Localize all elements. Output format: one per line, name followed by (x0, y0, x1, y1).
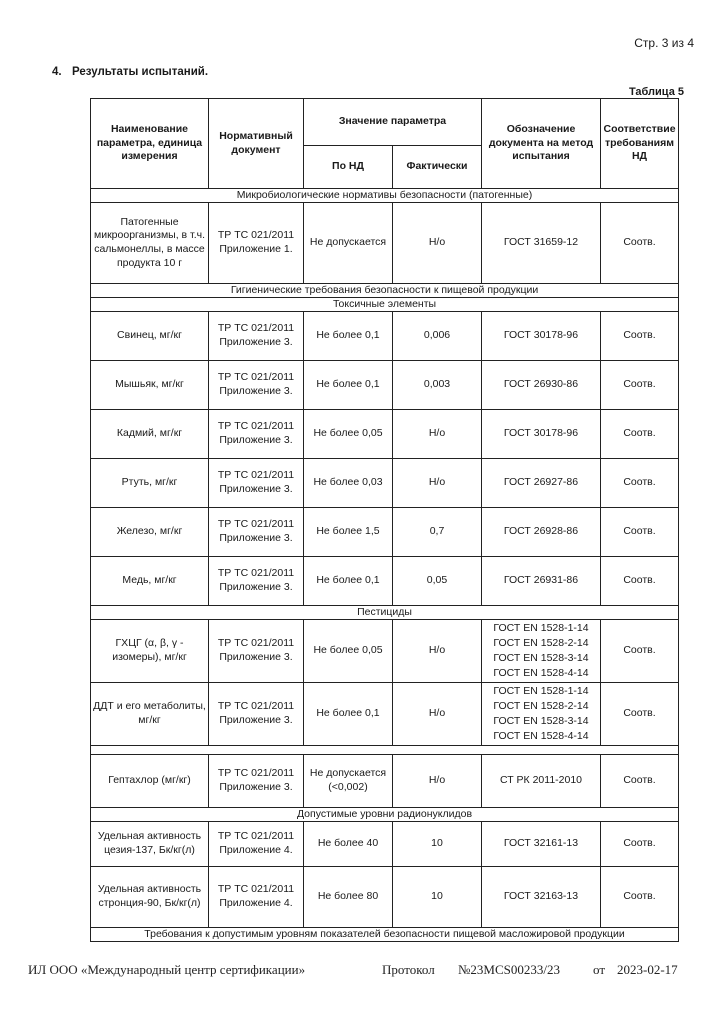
table-row (91, 620, 679, 683)
header-value-group: Значение параметра (304, 99, 482, 146)
cell-actual: Н/о (393, 755, 482, 808)
norm-doc-annex: Приложение 3. (219, 483, 293, 495)
cell-actual: 10 (393, 822, 482, 867)
cell-conformity: Соотв. (601, 620, 679, 683)
spacer-cell (91, 746, 679, 755)
table-row (91, 867, 679, 928)
table-row (91, 683, 679, 746)
table-row (91, 361, 679, 410)
cell-actual: Н/о (393, 620, 482, 683)
cell-by-nd: Не более 0,1 (304, 361, 393, 410)
table-caption: Таблица 5 (628, 86, 684, 98)
method-line: ГОСТ EN 1528-2-14 (493, 637, 589, 649)
cell-param: Медь, мг/кг (91, 557, 209, 606)
cell-conformity: Соотв. (601, 203, 679, 284)
cell-norm-doc (209, 755, 304, 808)
footer-protocol-label: Протокол (382, 962, 435, 977)
norm-doc-annex: Приложение 1. (219, 243, 293, 255)
cell-param: Патогенные микроорганизмы, в т.ч. сальмонеллы, в массе продукта 10 г (91, 203, 209, 284)
cell-actual: 10 (393, 867, 482, 928)
norm-doc-line: ТР ТС 021/2011 (217, 371, 295, 384)
section-label: Микробиологические нормативы безопасности (патогенные) (91, 189, 679, 203)
cell-actual: 0,006 (393, 312, 482, 361)
cell-method: ГОСТ 30178-96 (482, 410, 601, 459)
header-by-nd: По НД (304, 146, 393, 189)
footer-lab-name: ИЛ ООО «Международный центр сертификации» (28, 962, 306, 977)
table-row (91, 410, 679, 459)
cell-actual: Н/о (393, 410, 482, 459)
section-row-toxic (91, 298, 679, 312)
cell-by-nd: Не более 0,1 (304, 312, 393, 361)
cell-param: Мышьяк, мг/кг (91, 361, 209, 410)
cell-by-nd: Не допускается (<0,002) (304, 755, 393, 808)
method-line: ГОСТ EN 1528-3-14 (493, 715, 589, 727)
cell-by-nd: Не более 0,05 (304, 620, 393, 683)
cell-norm-doc (209, 822, 304, 867)
cell-norm-doc (209, 410, 304, 459)
norm-doc-annex: Приложение 3. (219, 434, 293, 446)
cell-norm-doc (209, 459, 304, 508)
section-row-oil-fat (91, 928, 679, 942)
table-header-row (91, 99, 679, 146)
cell-by-nd: Не более 0,03 (304, 459, 393, 508)
table-row (91, 203, 679, 284)
section-title-text: Результаты испытаний. (72, 66, 209, 78)
cell-actual: 0,003 (393, 361, 482, 410)
cell-by-nd: Не более 0,1 (304, 557, 393, 606)
table-row (91, 822, 679, 867)
cell-norm-doc (209, 557, 304, 606)
spacer-row (91, 746, 679, 755)
table-row (91, 755, 679, 808)
cell-actual: Н/о (393, 459, 482, 508)
cell-conformity: Соотв. (601, 312, 679, 361)
section-row-radionuclides (91, 808, 679, 822)
table-row (91, 557, 679, 606)
norm-doc-line: ТР ТС 021/2011 (217, 420, 295, 433)
cell-actual: Н/о (393, 683, 482, 746)
section-label: Допустимые уровни радионуклидов (91, 808, 679, 822)
norm-doc-line: ТР ТС 021/2011 (217, 883, 295, 896)
norm-doc-line: ТР ТС 021/2011 (217, 830, 295, 843)
section-row-pesticides (91, 606, 679, 620)
cell-actual: Н/о (393, 203, 482, 284)
cell-method: ГОСТ 26930-86 (482, 361, 601, 410)
method-line: ГОСТ EN 1528-1-14 (493, 685, 589, 697)
norm-doc-annex: Приложение 3. (219, 532, 293, 544)
cell-method: ГОСТ 32163-13 (482, 867, 601, 928)
section-row-hygiene (91, 284, 679, 298)
method-line: ГОСТ EN 1528-4-14 (493, 667, 589, 679)
header-norm-doc: Нормативный документ (209, 99, 304, 189)
cell-method (482, 683, 601, 746)
cell-conformity: Соотв. (601, 508, 679, 557)
cell-norm-doc (209, 508, 304, 557)
norm-doc-line: ТР ТС 021/2011 (217, 637, 295, 650)
norm-doc-line: ТР ТС 021/2011 (217, 229, 295, 242)
norm-doc-annex: Приложение 4. (219, 844, 293, 856)
norm-doc-annex: Приложение 4. (219, 897, 293, 909)
norm-doc-line: ТР ТС 021/2011 (217, 469, 295, 482)
cell-param: ГХЦГ (α, β, γ - изомеры), мг/кг (91, 620, 209, 683)
header-method: Обозначение документа на метод испытания (482, 99, 601, 189)
cell-param: Железо, мг/кг (91, 508, 209, 557)
cell-by-nd: Не более 0,1 (304, 683, 393, 746)
method-line: ГОСТ EN 1528-4-14 (493, 730, 589, 742)
norm-doc-annex: Приложение 3. (219, 581, 293, 593)
cell-method (482, 620, 601, 683)
cell-norm-doc (209, 683, 304, 746)
cell-param: Гептахлор (мг/кг) (91, 755, 209, 808)
cell-conformity: Соотв. (601, 410, 679, 459)
footer-date-prefix: от (593, 962, 606, 977)
table-row (91, 312, 679, 361)
norm-doc-annex: Приложение 3. (219, 714, 293, 726)
norm-doc-annex: Приложение 3. (219, 651, 293, 663)
cell-by-nd: Не более 0,05 (304, 410, 393, 459)
cell-norm-doc (209, 203, 304, 284)
cell-conformity: Соотв. (601, 755, 679, 808)
section-row-micro (91, 189, 679, 203)
norm-doc-line: ТР ТС 021/2011 (217, 567, 295, 580)
cell-actual: 0,05 (393, 557, 482, 606)
footer-date: 2023-02-17 (617, 962, 678, 977)
table-row (91, 508, 679, 557)
page-number: Стр. 3 из 4 (634, 36, 694, 50)
cell-conformity: Соотв. (601, 459, 679, 508)
table-row (91, 459, 679, 508)
cell-conformity: Соотв. (601, 361, 679, 410)
cell-method: ГОСТ 26928-86 (482, 508, 601, 557)
cell-norm-doc (209, 361, 304, 410)
cell-method: ГОСТ 32161-13 (482, 822, 601, 867)
norm-doc-line: ТР ТС 021/2011 (217, 767, 295, 780)
cell-actual: 0,7 (393, 508, 482, 557)
cell-method: ГОСТ 26931-86 (482, 557, 601, 606)
norm-doc-annex: Приложение 3. (219, 385, 293, 397)
cell-param: Ртуть, мг/кг (91, 459, 209, 508)
norm-doc-annex: Приложение 3. (219, 336, 293, 348)
cell-param: Свинец, мг/кг (91, 312, 209, 361)
cell-param: Удельная активность стронция-90, Бк/кг(л) (91, 867, 209, 928)
section-number: 4. (52, 66, 62, 78)
cell-param: Удельная активность цезия-137, Бк/кг(л) (91, 822, 209, 867)
cell-method: СТ РК 2011-2010 (482, 755, 601, 808)
section-title (52, 66, 208, 78)
cell-norm-doc (209, 867, 304, 928)
cell-method: ГОСТ 26927-86 (482, 459, 601, 508)
cell-by-nd: Не более 40 (304, 822, 393, 867)
results-table (90, 98, 679, 942)
norm-doc-line: ТР ТС 021/2011 (217, 322, 295, 335)
cell-method: ГОСТ 31659-12 (482, 203, 601, 284)
cell-conformity: Соотв. (601, 867, 679, 928)
cell-conformity: Соотв. (601, 557, 679, 606)
cell-param: ДДТ и его метаболиты, мг/кг (91, 683, 209, 746)
section-label: Требования к допустимым уровням показателей безопасности пищевой масложировой продукции (91, 928, 679, 942)
section-label: Пестициды (91, 606, 679, 620)
cell-by-nd: Не более 80 (304, 867, 393, 928)
cell-conformity: Соотв. (601, 683, 679, 746)
cell-norm-doc (209, 620, 304, 683)
cell-by-nd: Не допускается (304, 203, 393, 284)
section-label: Гигиенические требования безопасности к пищевой продукции (91, 284, 679, 298)
norm-doc-line: ТР ТС 021/2011 (217, 518, 295, 531)
method-line: ГОСТ EN 1528-1-14 (493, 622, 589, 634)
method-line: ГОСТ EN 1528-2-14 (493, 700, 589, 712)
section-label: Токсичные элементы (91, 298, 679, 312)
header-conformity: Соответствие требованиям НД (601, 99, 679, 189)
norm-doc-annex: Приложение 3. (219, 781, 293, 793)
cell-param: Кадмий, мг/кг (91, 410, 209, 459)
method-line: ГОСТ EN 1528-3-14 (493, 652, 589, 664)
norm-doc-line: ТР ТС 021/2011 (217, 700, 295, 713)
header-actual: Фактически (393, 146, 482, 189)
cell-by-nd: Не более 1,5 (304, 508, 393, 557)
header-param: Наименование параметра, единица измерения (91, 99, 209, 189)
cell-norm-doc (209, 312, 304, 361)
footer-protocol-number: №23MCS00233/23 (458, 962, 560, 977)
cell-conformity: Соотв. (601, 822, 679, 867)
cell-method: ГОСТ 30178-96 (482, 312, 601, 361)
